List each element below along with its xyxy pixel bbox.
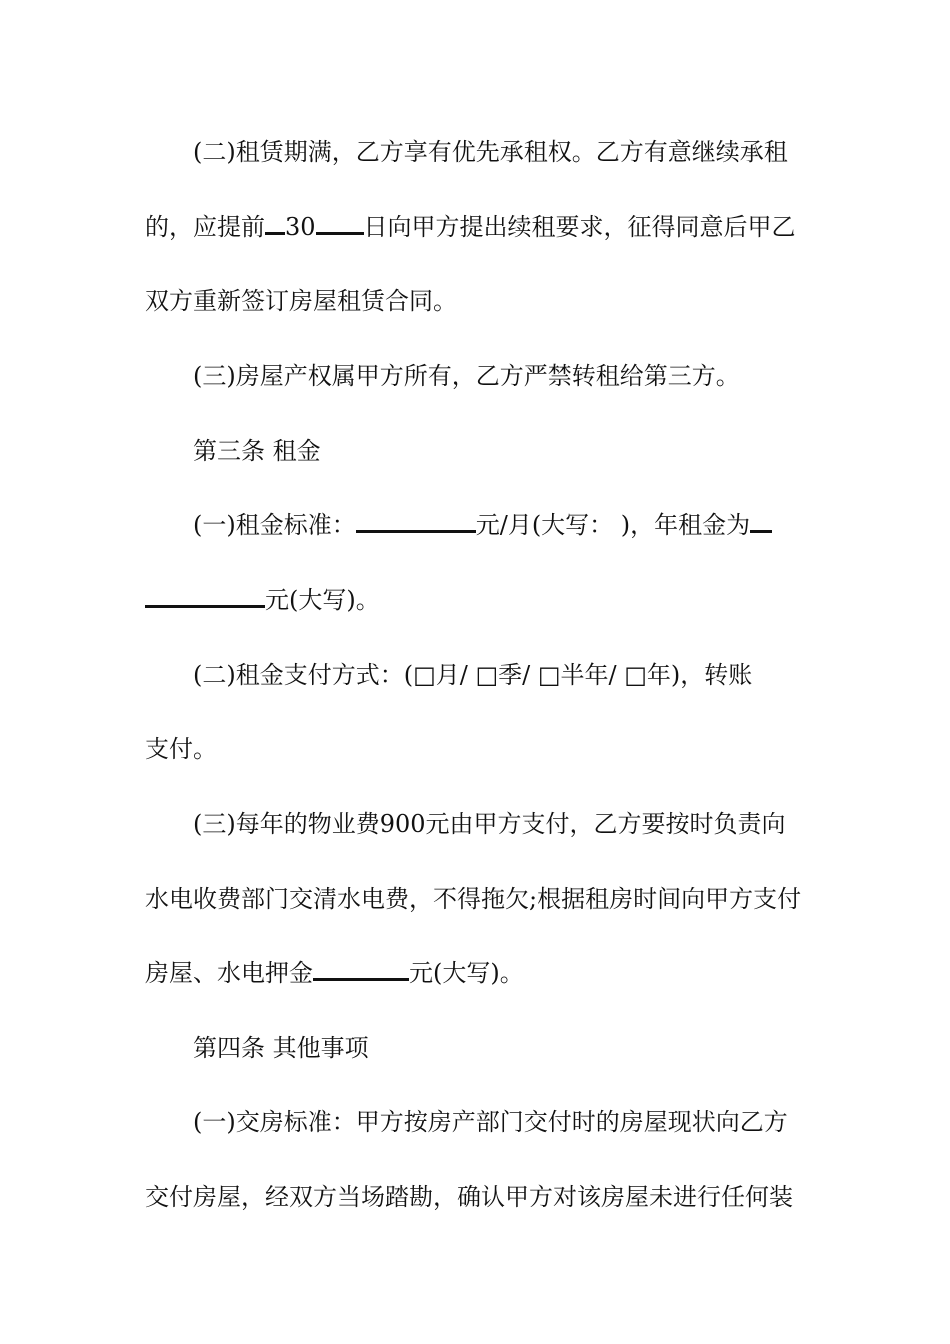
text-segment: 元(大写)。 [265,586,380,614]
property-fee-line-1: (三)每年的物业费900元由甲方支付，乙方要按时负责向 [193,810,786,838]
deposit-blank [313,956,409,981]
rent-standard-line-2 [145,580,380,620]
text-segment: 元(大写)。 [409,959,524,987]
section-heading-rent: 第三条 租金 [193,437,321,465]
fill-blank [265,210,285,235]
handover-standard-line-1: (一)交房标准：甲方按房产部门交付时的房屋现状向乙方 [193,1108,788,1136]
section-heading-other-matters: 第四条 其他事项 [193,1034,369,1062]
annual-rent-blank [145,583,265,608]
clause-3-ownership: (三)房屋产权属甲方所有，乙方严禁转租给第三方。 [193,362,740,390]
rent-standard-line-1 [193,505,772,545]
text-segment: 元/月(大写： )，年租金为 [475,511,751,539]
text-segment: 房屋、水电押金 [145,959,313,987]
clause-2-renewal-line-2 [145,207,796,247]
monthly-rent-blank [356,508,476,533]
text-segment: 的，应提前 [145,213,265,241]
notice-days-value: 30 [285,213,316,241]
text-segment: 日向甲方提出续租要求，征得同意后甲乙 [363,213,796,241]
payment-method-line-2: 支付。 [145,735,217,763]
clause-2-renewal-line-3: 双方重新签订房屋租赁合同。 [145,287,457,315]
annual-rent-blank [750,508,772,533]
text-segment: (一)租金标准： [193,511,356,539]
property-fee-line-2: 水电收费部门交清水电费，不得拖欠;根据租房时间向甲方支付 [145,885,802,913]
payment-method-line-1: (二)租金支付方式：(□月/ □季/ □半年/ □年)，转账 [193,661,753,689]
clause-2-renewal-line-1: (二)租赁期满，乙方享有优先承租权。乙方有意继续承租 [193,138,788,166]
deposit-line [145,953,524,993]
fill-blank [316,210,364,235]
handover-standard-line-2: 交付房屋，经双方当场踏勘，确认甲方对该房屋未进行任何装 [145,1183,793,1211]
